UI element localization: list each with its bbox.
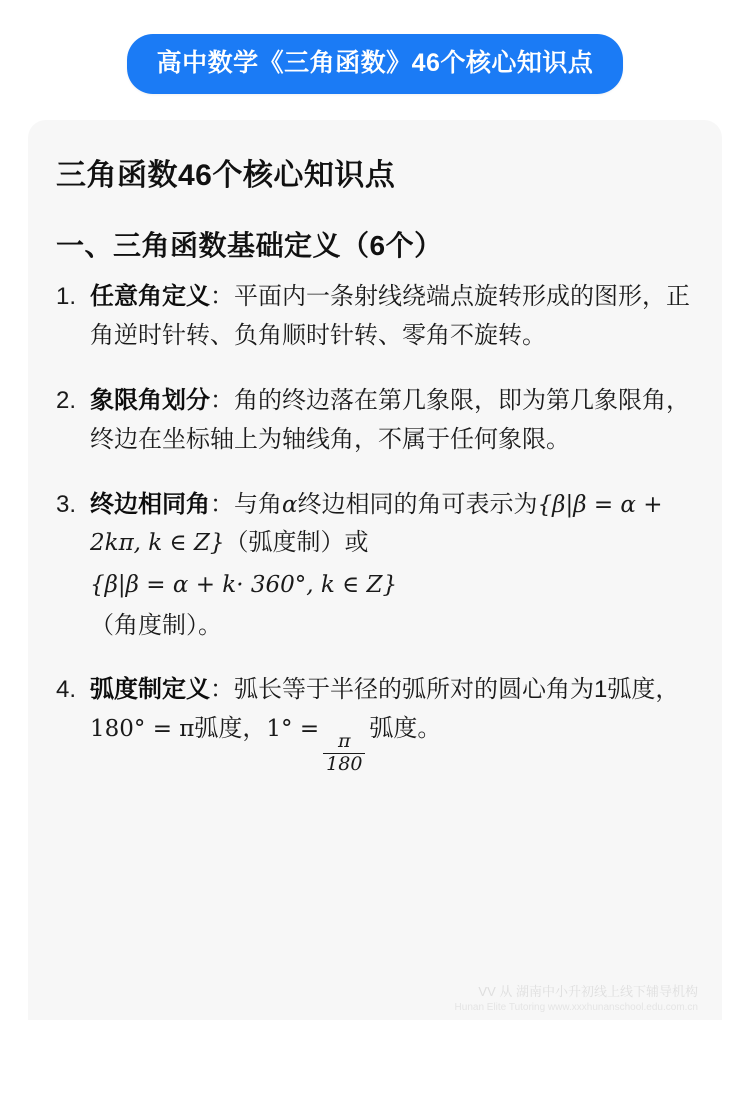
item-term: 终边相同角 <box>90 490 210 518</box>
content-card <box>28 120 722 1020</box>
fraction-numerator: π <box>338 729 351 752</box>
item-number: 1. <box>56 283 77 310</box>
item-text-part3: （弧度制）或 <box>224 529 369 557</box>
item-math-alpha: α <box>282 491 298 518</box>
item-number: 2. <box>56 386 77 414</box>
item-text-part3: 弧度。 <box>369 715 442 743</box>
item-term: 象限角划分 <box>90 386 210 414</box>
item-text-part4: （角度制）。 <box>90 611 222 639</box>
item-term: 任意角定义 <box>90 283 210 310</box>
page-title: 三角函数46个核心知识点 <box>56 159 396 192</box>
item-separator: ： <box>210 676 234 704</box>
item-text-part2: 弧度， <box>194 715 267 743</box>
watermark-line-2: Hunan Elite Tutoring www.xxxhunanschool.edu.com.cn <box>454 1001 698 1013</box>
item-text-part1: 与角 <box>234 490 282 518</box>
item-body <box>90 382 694 460</box>
page-title-pill: 高中数学《三角函数》46个核心知识点 <box>127 34 624 94</box>
item-number: 4. <box>56 676 77 704</box>
list-item <box>56 486 694 646</box>
watermark <box>455 983 698 1014</box>
section-heading: 一、三角函数基础定义（6个） <box>56 230 443 261</box>
item-body <box>90 671 694 774</box>
item-separator: ： <box>210 283 234 310</box>
item-body <box>90 486 694 646</box>
item-text: 角的终边落在第几象限，即为第几象限角，终边在坐标轴上为轴线角，不属于任何象限。 <box>90 386 690 453</box>
knowledge-point-list <box>56 278 694 775</box>
watermark-line-1: VV 从 湖南中小升初线上线下辅导机构 <box>478 983 698 999</box>
item-separator: ： <box>210 490 234 518</box>
item-formula-180deg: 180° = π <box>90 716 195 743</box>
item-number: 3. <box>56 490 77 518</box>
item-formula-radian: {β|β = α + 2kπ, k ∈ Z} <box>90 491 663 557</box>
item-text: 平面内一条射线绕端点旋转形成的图形，正角逆时针转、负角顺时针转、零角不旋转。 <box>90 283 690 349</box>
item-separator: ： <box>210 386 234 414</box>
item-formula-1deg: 1° = <box>266 716 320 743</box>
title-header <box>28 0 722 94</box>
item-term: 弧度制定义 <box>90 676 210 704</box>
item-formula-degree: {β|β = α + k· 360°, k ∈ Z} <box>90 572 398 599</box>
item-body <box>90 278 694 356</box>
list-item <box>56 382 694 460</box>
list-item <box>56 278 694 356</box>
list-item <box>56 671 694 774</box>
item-text-part1: 弧长等于半径的弧所对的圆心角为1弧度， <box>234 676 680 704</box>
fraction-denominator: 180 <box>326 752 363 775</box>
item-text-part2: 终边相同的角可表示为 <box>297 490 538 518</box>
fraction-pi-over-180 <box>323 729 365 775</box>
